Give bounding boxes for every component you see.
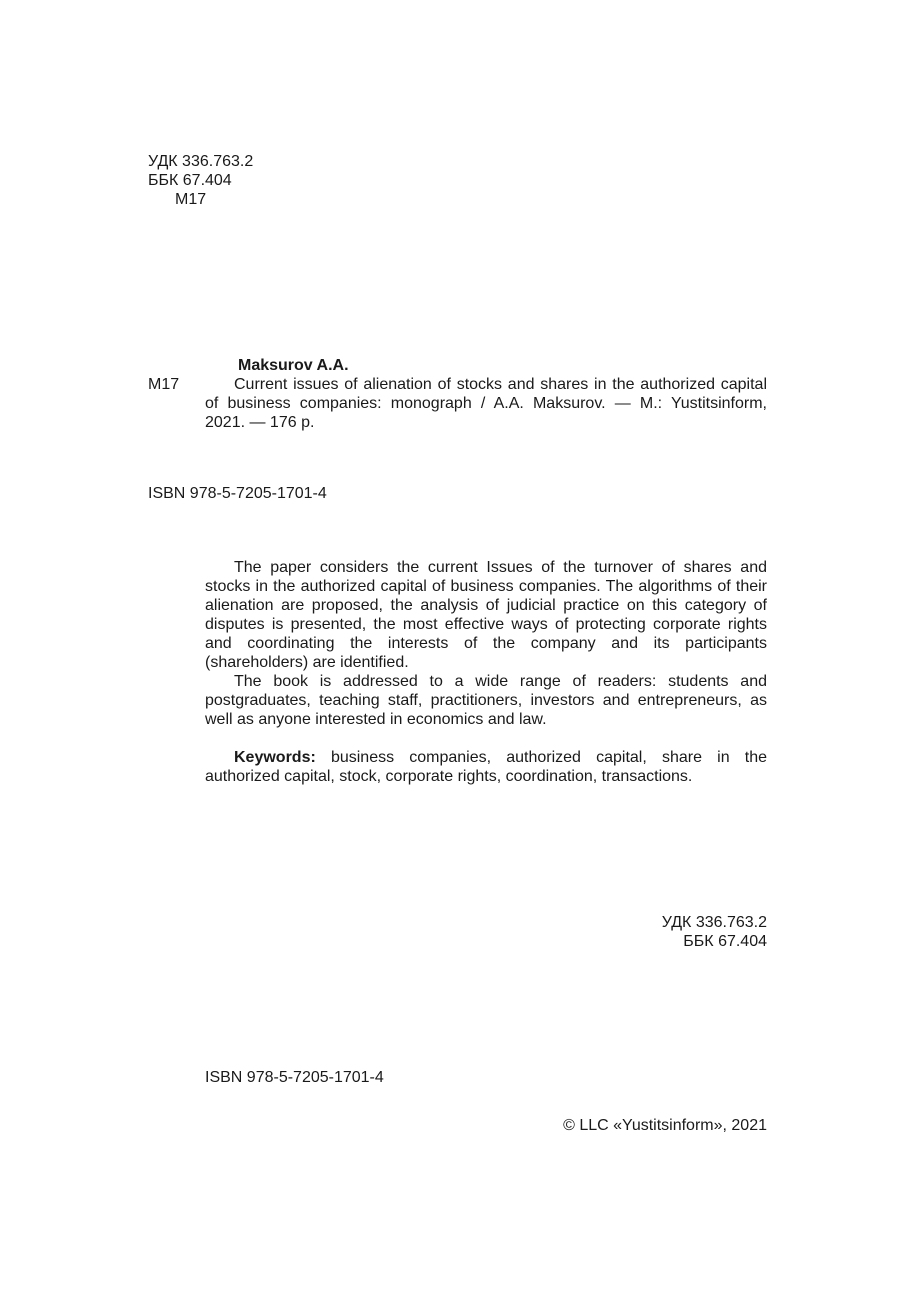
keywords-paragraph (205, 748, 767, 786)
keywords-text: business companies, authorized capital, share in the authorized capital, stock, corporate rights, coordination, transactions. (205, 749, 767, 785)
card-bibliographic-description: Current issues of alienation of stocks and shares in the authorized capital of business companies: monograph / A.A. Maksurov. — M.: Yustitsinform, 2021. — 176 p. (205, 376, 767, 431)
keywords-label: Keywords: (234, 749, 316, 766)
isbn-bottom: ISBN 978-5-7205-1701-4 (205, 1069, 384, 1086)
bbk-code: ББК 67.404 (148, 172, 232, 189)
annotation (205, 558, 767, 786)
isbn-top: ISBN 978-5-7205-1701-4 (148, 485, 327, 502)
cutter-code: М17 (175, 191, 207, 208)
bbk-code: ББК 67.404 (683, 933, 767, 950)
annotation-paragraph: The book is addressed to a wide range of readers: students and postgraduates, teaching staff, practitioners, investors and entrepreneurs, as well as anyone interested in economics and law. (205, 673, 767, 728)
card-cutter-mark: М17 (148, 376, 180, 393)
classification-block-bottom (567, 913, 767, 951)
card-author: Maksurov A.A. (238, 357, 349, 374)
copyright-notice: © LLC «Yustitsinform», 2021 (563, 1117, 767, 1134)
udk-code: УДК 336.763.2 (148, 153, 254, 170)
classification-block-top (148, 152, 348, 209)
annotation-paragraph: The paper considers the current Issues of the turnover of shares and stocks in the authorized capital of business companies. The algorithms of their alienation are proposed, the analysis of judicial practice on this category of disputes is presented, the most effective ways of protecting corporate rights and coordinating the interests of the company and its participants (shareholders) are identified. (205, 559, 767, 671)
udk-code: УДК 336.763.2 (661, 914, 767, 931)
